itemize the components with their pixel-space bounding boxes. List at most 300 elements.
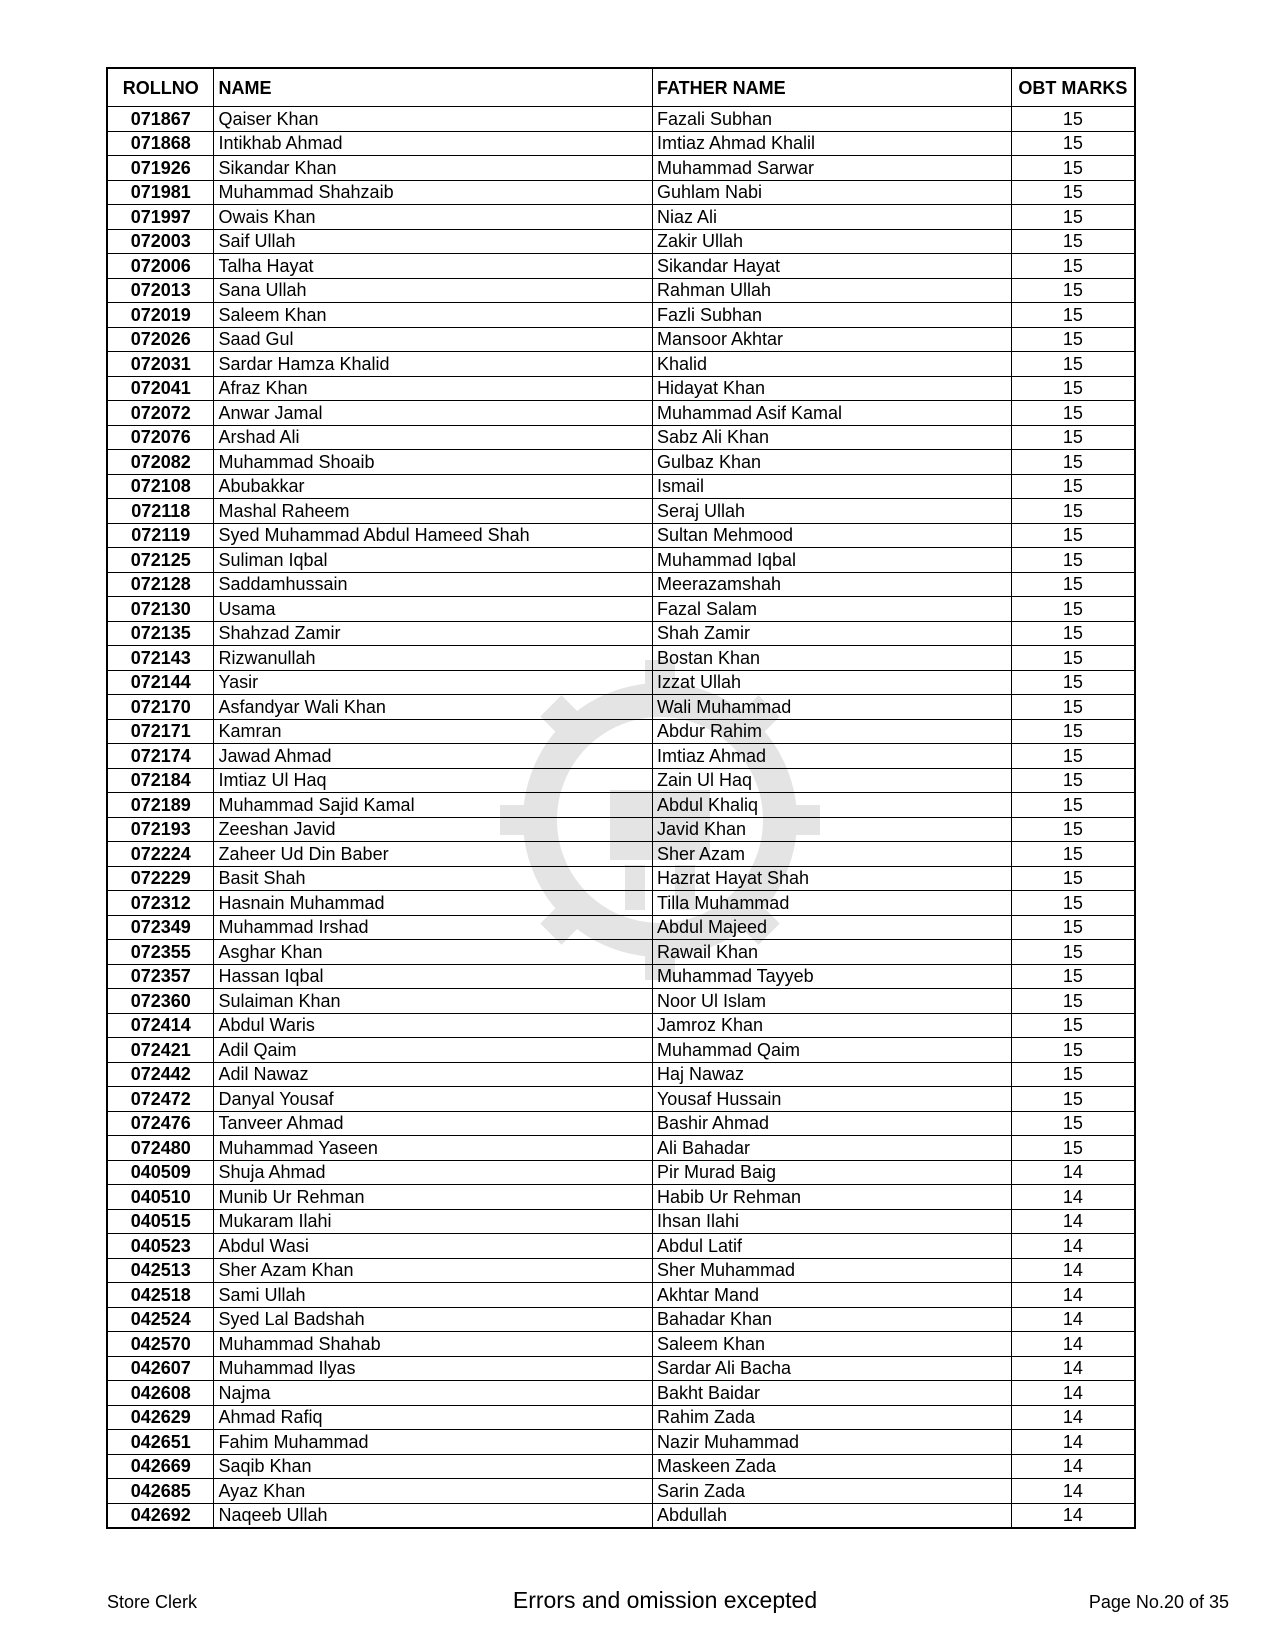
cell-rollno: 072414 [107,1013,214,1038]
cell-name: Asfandyar Wali Khan [214,695,652,720]
cell-father-name: Sarin Zada [652,1479,1011,1504]
header-rollno: ROLLNO [107,68,214,107]
cell-father-name: Shah Zamir [652,621,1011,646]
cell-rollno: 040523 [107,1234,214,1259]
cell-name: Sulaiman Khan [214,989,652,1014]
cell-name: Danyal Yousaf [214,1087,652,1112]
table-row [107,597,1135,622]
cell-obt-marks: 15 [1011,1111,1135,1136]
cell-name: Muhammad Ilyas [214,1356,652,1381]
cell-obt-marks: 15 [1011,940,1135,965]
cell-father-name: Habib Ur Rehman [652,1185,1011,1210]
cell-obt-marks: 14 [1011,1381,1135,1406]
cell-father-name: Saleem Khan [652,1332,1011,1357]
cell-obt-marks: 15 [1011,1062,1135,1087]
table-row [107,1234,1135,1259]
table-row [107,1038,1135,1063]
cell-name: Intikhab Ahmad [214,131,652,156]
cell-father-name: Zain Ul Haq [652,768,1011,793]
cell-obt-marks: 14 [1011,1160,1135,1185]
cell-father-name: Guhlam Nabi [652,180,1011,205]
cell-obt-marks: 15 [1011,866,1135,891]
table-row [107,131,1135,156]
cell-rollno: 072072 [107,401,214,426]
cell-name: Munib Ur Rehman [214,1185,652,1210]
cell-rollno: 072193 [107,817,214,842]
cell-name: Hassan Iqbal [214,964,652,989]
table-row [107,1209,1135,1234]
cell-rollno: 072118 [107,499,214,524]
cell-name: Naqeeb Ullah [214,1503,652,1528]
table-row [107,1160,1135,1185]
cell-name: Saddamhussain [214,572,652,597]
cell-obt-marks: 15 [1011,352,1135,377]
cell-rollno: 042651 [107,1430,214,1455]
cell-rollno: 040515 [107,1209,214,1234]
cell-rollno: 042669 [107,1454,214,1479]
cell-father-name: Muhammad Iqbal [652,548,1011,573]
cell-name: Tanveer Ahmad [214,1111,652,1136]
cell-name: Qaiser Khan [214,107,652,132]
header-obt-marks: OBT MARKS [1011,68,1135,107]
cell-father-name: Jamroz Khan [652,1013,1011,1038]
table-row [107,548,1135,573]
cell-rollno: 042608 [107,1381,214,1406]
cell-rollno: 072031 [107,352,214,377]
cell-rollno: 072019 [107,303,214,328]
cell-name: Suliman Iqbal [214,548,652,573]
table-row [107,1111,1135,1136]
cell-father-name: Rahim Zada [652,1405,1011,1430]
cell-rollno: 072355 [107,940,214,965]
cell-name: Kamran [214,719,652,744]
cell-rollno: 042607 [107,1356,214,1381]
cell-father-name: Zakir Ullah [652,229,1011,254]
results-table [106,67,1136,1529]
cell-father-name: Yousaf Hussain [652,1087,1011,1112]
table-row [107,1087,1135,1112]
cell-father-name: Imtiaz Ahmad [652,744,1011,769]
cell-father-name: Sultan Mehmood [652,523,1011,548]
cell-rollno: 071981 [107,180,214,205]
cell-obt-marks: 15 [1011,107,1135,132]
cell-obt-marks: 15 [1011,401,1135,426]
cell-name: Muhammad Shahzaib [214,180,652,205]
cell-name: Rizwanullah [214,646,652,671]
cell-name: Asghar Khan [214,940,652,965]
cell-name: Ayaz Khan [214,1479,652,1504]
cell-father-name: Fazali Subhan [652,107,1011,132]
cell-rollno: 072082 [107,450,214,475]
cell-father-name: Abdullah [652,1503,1011,1528]
cell-name: Usama [214,597,652,622]
cell-rollno: 072312 [107,891,214,916]
cell-rollno: 072003 [107,229,214,254]
table-row [107,1430,1135,1455]
cell-father-name: Akhtar Mand [652,1283,1011,1308]
cell-obt-marks: 15 [1011,1136,1135,1161]
cell-name: Mukaram Ilahi [214,1209,652,1234]
table-row [107,989,1135,1014]
cell-father-name: Izzat Ullah [652,670,1011,695]
table-row [107,670,1135,695]
cell-name: Basit Shah [214,866,652,891]
cell-name: Jawad Ahmad [214,744,652,769]
cell-obt-marks: 15 [1011,768,1135,793]
table-row [107,866,1135,891]
cell-father-name: Noor Ul Islam [652,989,1011,1014]
table-row [107,254,1135,279]
cell-obt-marks: 15 [1011,1087,1135,1112]
cell-father-name: Sher Azam [652,842,1011,867]
cell-father-name: Gulbaz Khan [652,450,1011,475]
cell-obt-marks: 15 [1011,548,1135,573]
cell-obt-marks: 14 [1011,1258,1135,1283]
cell-obt-marks: 15 [1011,744,1135,769]
cell-obt-marks: 15 [1011,964,1135,989]
cell-rollno: 072144 [107,670,214,695]
cell-obt-marks: 14 [1011,1332,1135,1357]
cell-father-name: Sabz Ali Khan [652,425,1011,450]
table-row [107,744,1135,769]
cell-obt-marks: 14 [1011,1356,1135,1381]
cell-obt-marks: 15 [1011,621,1135,646]
cell-rollno: 072229 [107,866,214,891]
cell-rollno: 042685 [107,1479,214,1504]
cell-name: Sana Ullah [214,278,652,303]
cell-father-name: Fazli Subhan [652,303,1011,328]
table-header-row [107,68,1135,107]
cell-rollno: 072170 [107,695,214,720]
table-row [107,793,1135,818]
cell-name: Abdul Waris [214,1013,652,1038]
cell-rollno: 071926 [107,156,214,181]
table-row [107,695,1135,720]
cell-obt-marks: 14 [1011,1430,1135,1455]
cell-father-name: Hidayat Khan [652,376,1011,401]
table-row [107,842,1135,867]
table-row [107,1454,1135,1479]
table-row [107,817,1135,842]
table-row [107,572,1135,597]
cell-rollno: 072076 [107,425,214,450]
cell-rollno: 072171 [107,719,214,744]
cell-father-name: Fazal Salam [652,597,1011,622]
cell-obt-marks: 15 [1011,915,1135,940]
cell-father-name: Khalid [652,352,1011,377]
cell-father-name: Hazrat Hayat Shah [652,866,1011,891]
cell-rollno: 072119 [107,523,214,548]
table-row [107,1283,1135,1308]
cell-obt-marks: 15 [1011,719,1135,744]
cell-name: Najma [214,1381,652,1406]
cell-obt-marks: 14 [1011,1307,1135,1332]
footer-disclaimer: Errors and omission excepted [512,1587,818,1613]
cell-obt-marks: 15 [1011,891,1135,916]
cell-obt-marks: 15 [1011,817,1135,842]
cell-rollno: 072174 [107,744,214,769]
cell-obt-marks: 15 [1011,523,1135,548]
cell-father-name: Bostan Khan [652,646,1011,671]
cell-obt-marks: 14 [1011,1234,1135,1259]
cell-name: Muhammad Shahab [214,1332,652,1357]
table-row [107,891,1135,916]
footer-page-number: Page No.20 of 35 [1088,1592,1229,1612]
cell-name: Sami Ullah [214,1283,652,1308]
cell-rollno: 072125 [107,548,214,573]
cell-obt-marks: 14 [1011,1185,1135,1210]
table-row [107,401,1135,426]
cell-rollno: 072006 [107,254,214,279]
cell-name: Adil Nawaz [214,1062,652,1087]
cell-father-name: Abdul Latif [652,1234,1011,1259]
cell-rollno: 040509 [107,1160,214,1185]
table-row [107,229,1135,254]
table-row [107,278,1135,303]
cell-obt-marks: 15 [1011,156,1135,181]
cell-father-name: Muhammad Sarwar [652,156,1011,181]
cell-name: Saqib Khan [214,1454,652,1479]
table-row [107,1185,1135,1210]
table-row [107,107,1135,132]
table-row [107,205,1135,230]
header-father-name: FATHER NAME [652,68,1011,107]
cell-obt-marks: 15 [1011,131,1135,156]
cell-rollno: 072224 [107,842,214,867]
cell-rollno: 072013 [107,278,214,303]
cell-rollno: 072472 [107,1087,214,1112]
cell-rollno: 042570 [107,1332,214,1357]
cell-obt-marks: 15 [1011,1013,1135,1038]
cell-father-name: Pir Murad Baig [652,1160,1011,1185]
table-row [107,376,1135,401]
cell-obt-marks: 14 [1011,1503,1135,1528]
cell-name: Owais Khan [214,205,652,230]
cell-name: Saleem Khan [214,303,652,328]
table-row [107,915,1135,940]
cell-name: Saif Ullah [214,229,652,254]
cell-rollno: 072041 [107,376,214,401]
cell-father-name: Tilla Muhammad [652,891,1011,916]
cell-obt-marks: 15 [1011,450,1135,475]
table-row [107,964,1135,989]
cell-obt-marks: 15 [1011,303,1135,328]
cell-father-name: Ihsan Ilahi [652,1209,1011,1234]
cell-name: Syed Lal Badshah [214,1307,652,1332]
cell-name: Sher Azam Khan [214,1258,652,1283]
cell-father-name: Muhammad Qaim [652,1038,1011,1063]
cell-father-name: Nazir Muhammad [652,1430,1011,1455]
table-row [107,1356,1135,1381]
cell-obt-marks: 15 [1011,670,1135,695]
table-row [107,1503,1135,1528]
cell-obt-marks: 15 [1011,376,1135,401]
cell-obt-marks: 15 [1011,278,1135,303]
cell-rollno: 072357 [107,964,214,989]
cell-obt-marks: 15 [1011,646,1135,671]
cell-obt-marks: 15 [1011,572,1135,597]
table-row [107,768,1135,793]
cell-obt-marks: 14 [1011,1454,1135,1479]
cell-name: Talha Hayat [214,254,652,279]
cell-rollno: 072349 [107,915,214,940]
table-row [107,156,1135,181]
cell-name: Muhammad Yaseen [214,1136,652,1161]
cell-name: Saad Gul [214,327,652,352]
cell-name: Muhammad Irshad [214,915,652,940]
table-row [107,1307,1135,1332]
cell-name: Fahim Muhammad [214,1430,652,1455]
table-row [107,646,1135,671]
table-row [107,719,1135,744]
cell-rollno: 042629 [107,1405,214,1430]
cell-rollno: 072189 [107,793,214,818]
cell-name: Sardar Hamza Khalid [214,352,652,377]
cell-rollno: 042518 [107,1283,214,1308]
table-row [107,499,1135,524]
cell-name: Sikandar Khan [214,156,652,181]
table-row [107,327,1135,352]
cell-obt-marks: 15 [1011,989,1135,1014]
cell-father-name: Sher Muhammad [652,1258,1011,1283]
cell-father-name: Bahadar Khan [652,1307,1011,1332]
table-row [107,1258,1135,1283]
cell-name: Shahzad Zamir [214,621,652,646]
table-row [107,1332,1135,1357]
cell-rollno: 042513 [107,1258,214,1283]
cell-rollno: 072108 [107,474,214,499]
cell-obt-marks: 15 [1011,254,1135,279]
cell-father-name: Abdur Rahim [652,719,1011,744]
cell-rollno: 042524 [107,1307,214,1332]
cell-rollno: 042692 [107,1503,214,1528]
cell-father-name: Sardar Ali Bacha [652,1356,1011,1381]
table-row [107,1479,1135,1504]
cell-father-name: Abdul Khaliq [652,793,1011,818]
table-row [107,303,1135,328]
table-row [107,425,1135,450]
table-row [107,621,1135,646]
cell-rollno: 071997 [107,205,214,230]
cell-name: Arshad Ali [214,425,652,450]
cell-rollno: 040510 [107,1185,214,1210]
cell-obt-marks: 14 [1011,1479,1135,1504]
cell-name: Muhammad Shoaib [214,450,652,475]
cell-father-name: Mansoor Akhtar [652,327,1011,352]
cell-father-name: Rahman Ullah [652,278,1011,303]
cell-rollno: 071867 [107,107,214,132]
cell-name: Mashal Raheem [214,499,652,524]
cell-rollno: 072143 [107,646,214,671]
cell-father-name: Maskeen Zada [652,1454,1011,1479]
cell-obt-marks: 15 [1011,597,1135,622]
table-row [107,1013,1135,1038]
cell-father-name: Wali Muhammad [652,695,1011,720]
cell-obt-marks: 15 [1011,1038,1135,1063]
cell-rollno: 072128 [107,572,214,597]
cell-father-name: Rawail Khan [652,940,1011,965]
cell-rollno: 072026 [107,327,214,352]
cell-rollno: 072442 [107,1062,214,1087]
cell-obt-marks: 14 [1011,1405,1135,1430]
cell-name: Zeeshan Javid [214,817,652,842]
cell-father-name: Bashir Ahmad [652,1111,1011,1136]
cell-rollno: 072421 [107,1038,214,1063]
cell-father-name: Haj Nawaz [652,1062,1011,1087]
table-row [107,523,1135,548]
cell-name: Hasnain Muhammad [214,891,652,916]
results-table-body [107,107,1135,1529]
table-row [107,352,1135,377]
table-row [107,474,1135,499]
cell-name: Anwar Jamal [214,401,652,426]
cell-father-name: Javid Khan [652,817,1011,842]
table-row [107,180,1135,205]
cell-name: Imtiaz Ul Haq [214,768,652,793]
cell-father-name: Ismail [652,474,1011,499]
cell-father-name: Imtiaz Ahmad Khalil [652,131,1011,156]
table-row [107,940,1135,965]
cell-name: Yasir [214,670,652,695]
cell-rollno: 072480 [107,1136,214,1161]
cell-name: Syed Muhammad Abdul Hameed Shah [214,523,652,548]
cell-name: Afraz Khan [214,376,652,401]
cell-father-name: Muhammad Tayyeb [652,964,1011,989]
cell-father-name: Ali Bahadar [652,1136,1011,1161]
cell-rollno: 071868 [107,131,214,156]
cell-rollno: 072476 [107,1111,214,1136]
cell-name: Abdul Wasi [214,1234,652,1259]
cell-obt-marks: 15 [1011,695,1135,720]
cell-obt-marks: 15 [1011,842,1135,867]
cell-father-name: Abdul Majeed [652,915,1011,940]
cell-father-name: Meerazamshah [652,572,1011,597]
table-row [107,1062,1135,1087]
cell-father-name: Niaz Ali [652,205,1011,230]
cell-name: Ahmad Rafiq [214,1405,652,1430]
cell-rollno: 072360 [107,989,214,1014]
cell-name: Shuja Ahmad [214,1160,652,1185]
cell-name: Adil Qaim [214,1038,652,1063]
cell-rollno: 072135 [107,621,214,646]
cell-obt-marks: 15 [1011,474,1135,499]
table-row [107,1381,1135,1406]
cell-father-name: Bakht Baidar [652,1381,1011,1406]
cell-rollno: 072184 [107,768,214,793]
cell-obt-marks: 15 [1011,205,1135,230]
table-row [107,1136,1135,1161]
cell-rollno: 072130 [107,597,214,622]
cell-obt-marks: 15 [1011,229,1135,254]
cell-name: Muhammad Sajid Kamal [214,793,652,818]
cell-obt-marks: 14 [1011,1283,1135,1308]
cell-obt-marks: 14 [1011,1209,1135,1234]
header-name: NAME [214,68,652,107]
table-row [107,450,1135,475]
cell-obt-marks: 15 [1011,180,1135,205]
table-row [107,1405,1135,1430]
cell-father-name: Seraj Ullah [652,499,1011,524]
cell-obt-marks: 15 [1011,425,1135,450]
cell-obt-marks: 15 [1011,793,1135,818]
footer-designation: Store Clerk [107,1592,198,1612]
cell-father-name: Muhammad Asif Kamal [652,401,1011,426]
cell-father-name: Sikandar Hayat [652,254,1011,279]
cell-obt-marks: 15 [1011,499,1135,524]
cell-obt-marks: 15 [1011,327,1135,352]
cell-name: Abubakkar [214,474,652,499]
cell-name: Zaheer Ud Din Baber [214,842,652,867]
